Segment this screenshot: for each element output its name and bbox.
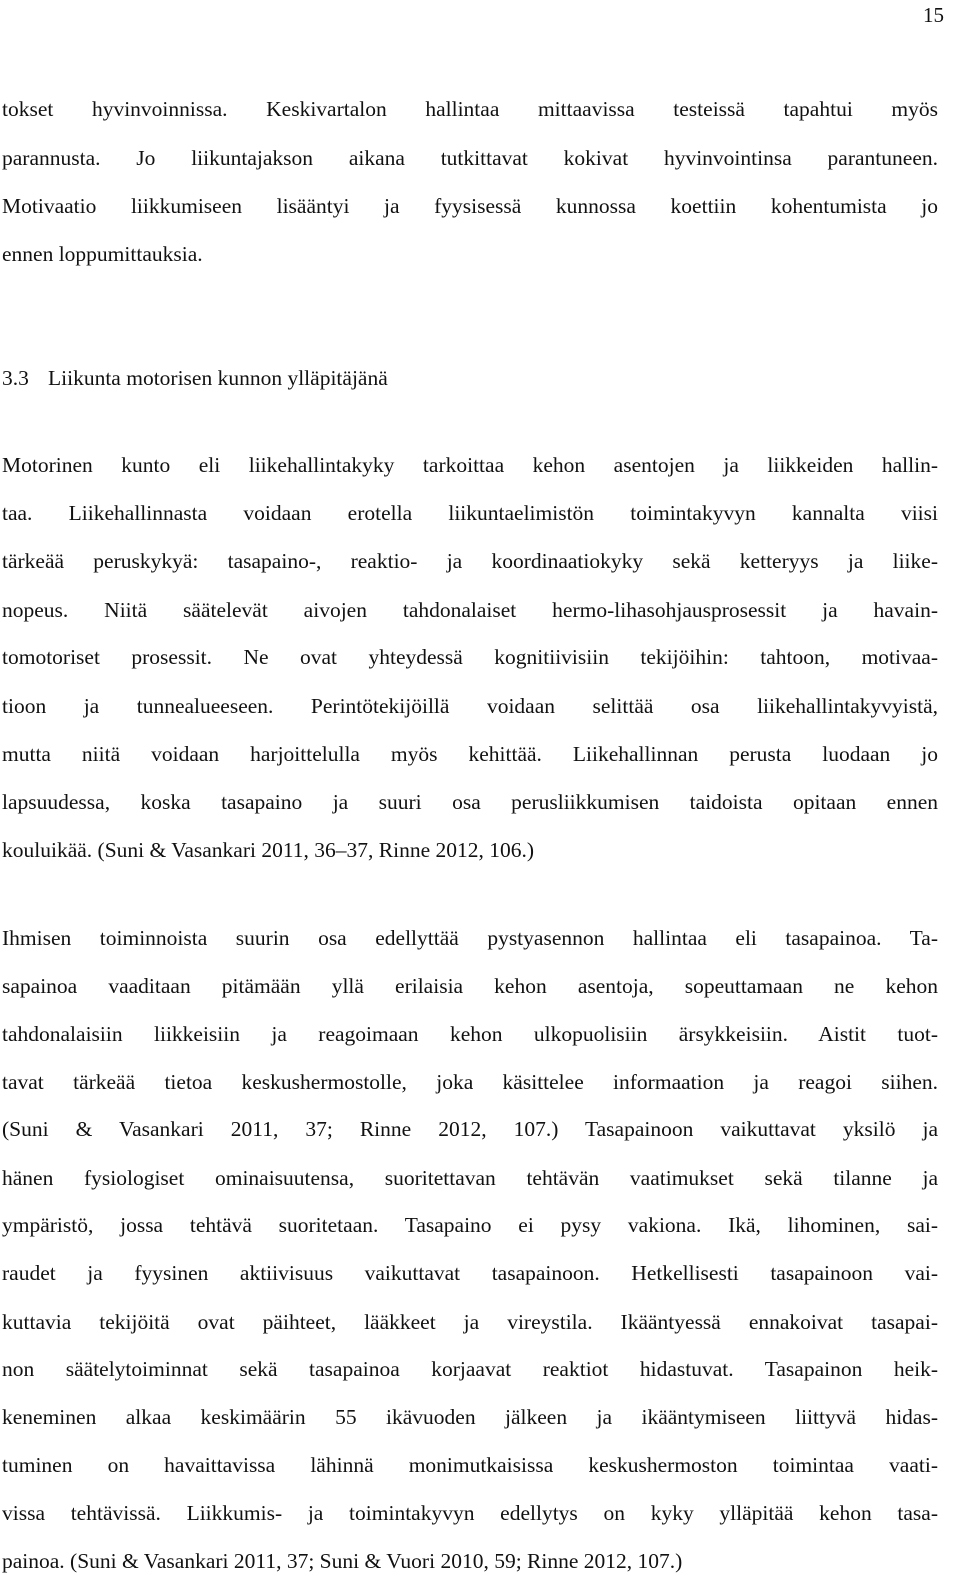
paragraph3-line: tavat tärkeää tietoa keskushermostolle, joka käsittelee informaation ja reagoi siihen. [2,1070,938,1094]
paragraph2-line: lapsuudessa, koska tasapaino ja suuri osa perusliikkumisen taidoista opitaan ennen [2,790,938,814]
section-title: Liikunta motorisen kunnon ylläpitäjänä [48,366,388,390]
paragraph3-line: kuttavia tekijöitä ovat päihteet, lääkkeet ja vireystila. Ikääntyessä ennakoivat tasapai- [2,1310,938,1334]
paragraph3-line: (Suni & Vasankari 2011, 37; Rinne 2012, 107.) Tasapainoon vaikuttavat yksilö ja [2,1117,938,1141]
paragraph3-line: tahdonalaisiin liikkeisiin ja reagoimaan kehon ulkopuolisiin ärsykkeisiin. Aistit tuot- [2,1022,938,1046]
paragraph3-line: painoa. (Suni & Vasankari 2011, 37; Suni & Vuori 2010, 59; Rinne 2012, 107.) [2,1549,683,1573]
paragraph2-line: taa. Liikehallinnasta voidaan erotella liikuntaelimistön toimintakyvyn kannalta viisi [2,501,938,525]
paragraph3-line: ympäristö, jossa tehtävä suoritetaan. Tasapaino ei pysy vakiona. Ikä, lihominen, sai- [2,1213,938,1237]
section-heading [2,364,388,392]
paragraph3-line: tuminen on havaittavissa lähinnä monimutkaisissa keskushermoston toimintaa vaati- [2,1453,938,1477]
paragraph2-line: tärkeää peruskykyä: tasapaino-, reaktio- ja koordinaatiokyky sekä ketteryys ja liike- [2,549,938,573]
paragraph1-line: ennen loppumittauksia. [2,242,203,266]
paragraph3-line: Ihmisen toiminnoista suurin osa edellyttää pystyasennon hallintaa eli tasapainoa. Ta- [2,926,938,950]
section-number: 3.3 [2,366,29,390]
paragraph2-line: kouluikää. (Suni & Vasankari 2011, 36–37, Rinne 2012, 106.) [2,838,535,862]
paragraph1-line: parannusta. Jo liikuntajakson aikana tutkittavat kokivat hyvinvointinsa parantuneen. [2,146,938,170]
paragraph2-line: tomotoriset prosessit. Ne ovat yhteydessä kognitiivisiin tekijöihin: tahtoon, motivaa- [2,645,938,669]
paragraph2-line: mutta niitä voidaan harjoittelulla myös kehittää. Liikehallinnan perusta luodaan jo [2,742,938,766]
paragraph1-line: tokset hyvinvoinnissa. Keskivartalon hallintaa mittaavissa testeissä tapahtui myös [2,97,938,121]
paragraph1-line: Motivaatio liikkumiseen lisääntyi ja fyysisessä kunnossa koettiin kohentumista jo [2,194,938,218]
paragraph3-line: raudet ja fyysinen aktiivisuus vaikuttavat tasapainoon. Hetkellisesti tasapainoon vai- [2,1261,938,1285]
paragraph3-line: hänen fysiologiset ominaisuutensa, suoritettavan tehtävän vaatimukset sekä tilanne ja [2,1166,938,1190]
paragraph3-line: sapainoa vaaditaan pitämään yllä erilaisia kehon asentoja, sopeuttamaan ne kehon [2,974,938,998]
paragraph3-line: keneminen alkaa keskimäärin 55 ikävuoden jälkeen ja ikääntymiseen liittyvä hidas- [2,1405,938,1429]
paragraph3-line: non säätelytoiminnat sekä tasapainoa korjaavat reaktiot hidastuvat. Tasapainon heik- [2,1357,938,1381]
paragraph2-line: tioon ja tunnealueeseen. Perintötekijöillä voidaan selittää osa liikehallintakyvyistä, [2,694,938,718]
paragraph2-line: Motorinen kunto eli liikehallintakyky tarkoittaa kehon asentojen ja liikkeiden hallin- [2,453,938,477]
paragraph3-line: vissa tehtävissä. Liikkumis- ja toimintakyvyn edellytys on kyky ylläpitää kehon tasa- [2,1501,938,1525]
paragraph2-line: nopeus. Niitä säätelevät aivojen tahdonalaiset hermo-lihasohjausprosessit ja havain- [2,598,938,622]
page-number: 15 [923,3,944,27]
